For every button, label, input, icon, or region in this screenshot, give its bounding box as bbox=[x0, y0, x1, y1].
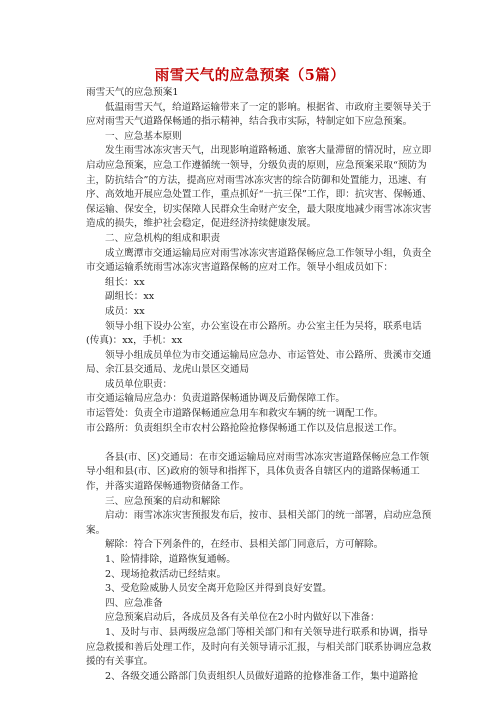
paragraph: 雨雪天气的应急预案1 bbox=[86, 87, 179, 98]
paragraph: 四、应急准备 bbox=[105, 597, 163, 609]
paragraph: 市运管处：负责全市道路保畅通应急用车和救灾车辆的统一调配工作。 bbox=[86, 408, 384, 420]
paragraph: 1、及时与市、县两级应急部门等相关部门和有关领导进行联系和协调，指导应急救援和善后处理工作，及时向有关领导请示汇报，与相关部门联系协调应急救援的有关事宜。 bbox=[86, 626, 432, 668]
paragraph: 各县(市、区)交通局：在市交通运输局应对雨雪冰冻灾害道路保畅应急工作领导小组和县(市、区)政府的领导和指挥下，具体负责各自辖区内的道路保畅通工作，并落实道路保畅通物资储备工作。 bbox=[86, 451, 430, 493]
paragraph: 成员：xx bbox=[105, 305, 145, 317]
blank-line bbox=[86, 436, 434, 451]
paragraph: 启动：雨雪冰冻灾害预报发布后，按市、县相关部门的统一部署，启动应急预案。 bbox=[86, 510, 432, 536]
paragraph: 2、现场抢救活动已经结束。 bbox=[105, 568, 227, 580]
paragraph: 成员单位职责： bbox=[105, 378, 173, 390]
document-body bbox=[86, 86, 434, 684]
paragraph: 市交通运输局应急办：负责道路保畅通协调及后勤保障工作。 bbox=[86, 393, 346, 405]
paragraph: 领导小组成员单位为市交通运输局应急办、市运管处、市公路所、贵溪市交通局、余江县交通局、龙虎山景区交通局 bbox=[86, 349, 432, 376]
paragraph: 2、各级交通公路部门负责组织人员做好道路的抢修准备工作，集中道路抢 bbox=[105, 670, 419, 682]
paragraph: 组长：xx bbox=[105, 276, 145, 288]
paragraph: 1、险情排除，道路恢复通畅。 bbox=[105, 554, 236, 565]
paragraph: 成立鹰潭市交通运输局应对雨雪冰冻灾害道路保畅应急工作领导小组，负责全市交通运输系统雨雪冰冻灾害道路保畅的应对工作。领导小组成员如下： bbox=[86, 247, 432, 274]
document-title: 雨雪天气的应急预案（5篇） bbox=[154, 67, 346, 84]
paragraph: 三、应急预案的启动和解除 bbox=[105, 495, 221, 507]
paragraph: 一、应急基本原则 bbox=[105, 130, 182, 142]
paragraph: 副组长：xx bbox=[105, 291, 155, 303]
paragraph: 发生雨雪冰冻灾害天气，出现影响道路畅通、旅客大量滞留的情况时，应立即启动应急预案，应急工作遵循统一领导，分级负责的原则，应急预案采取“预防为主，防抗结合”的方法，提高应对雨雪冰冻灾害的综合防御和处置能力，迅速、有序、高效地开展应急处置工作，重点抓好“一抗三保”工作，即：抗灾害、保畅通、保运输、保安全，切实保障人民群众生命财产安全，最大限度地减少雨雪冰冻灾害造成的损失，维护社会稳定，促进经济持续健康发展。 bbox=[86, 145, 432, 230]
paragraph: 市公路所：负责组织全市农村公路抢险抢修保畅通工作以及信息报送工作。 bbox=[86, 422, 403, 434]
paragraph: 应急预案启动后，各成员及各有关单位在2小时内做好以下准备： bbox=[105, 612, 380, 624]
paragraph: 二、应急机构的组成和职责 bbox=[105, 232, 221, 244]
paragraph: 领导小组下设办公室，办公室设在市公路所。办公室主任为吴将，联系电话(传真)：xx，手机：xx bbox=[86, 320, 422, 347]
paragraph: 解除：符合下列条件的，在经市、县相关部门同意后，方可解除。 bbox=[105, 539, 384, 551]
paragraph: 低温雨雪天气，给道路运输带来了一定的影响。根据省、市政府主要领导关于应对雨雪天气道路保畅通的指示精神，结合我市实际，特制定如下应急预案。 bbox=[86, 101, 432, 128]
paragraph: 3、受危险威胁人员安全离开危险区并得到良好安置。 bbox=[105, 583, 332, 595]
